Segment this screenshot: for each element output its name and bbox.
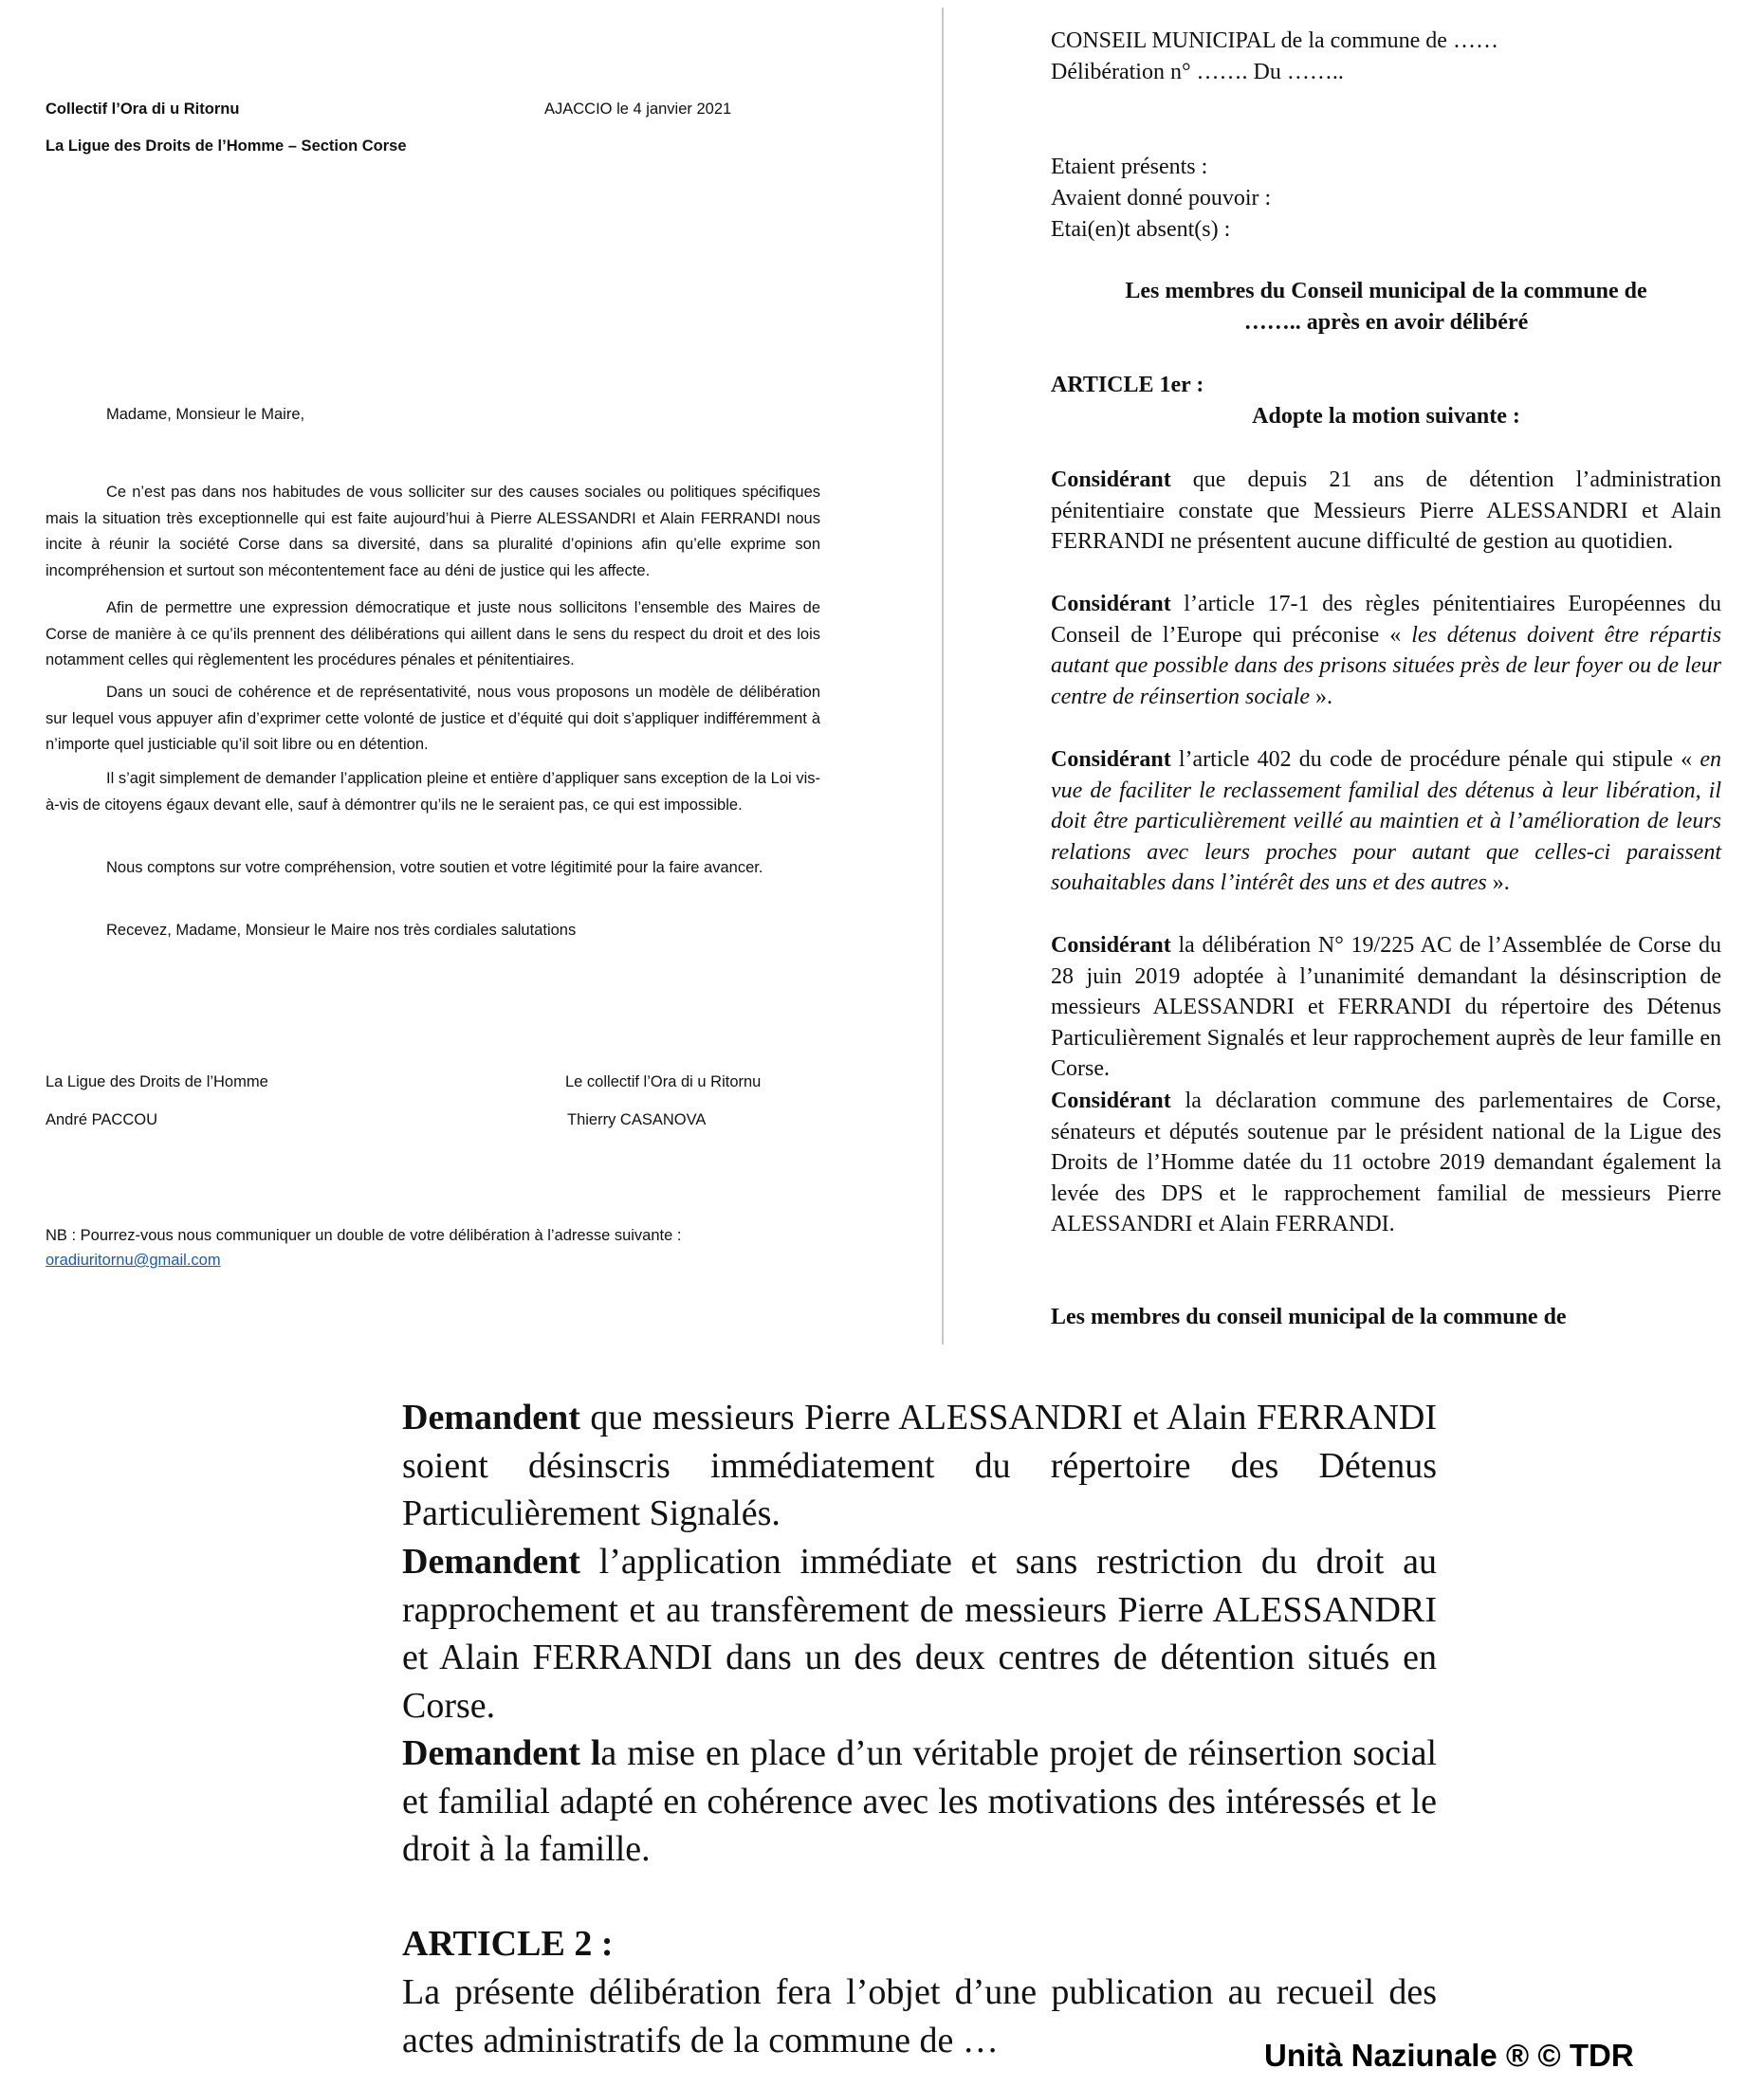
letter-paragraph-3: Dans un souci de cohérence et de représentativité, nous vous proposons un modèle de délibération sur lequel vous appuyer afin d’exprimer cette volonté de justice et d’équité qui doit s’appliquer indifféremment à n’importe quel justiciable qu’il soit libre ou en détention. bbox=[46, 684, 820, 753]
considerant-3: Considérant l’article 402 du code de procédure pénale qui stipule « en vue de faciliter le reclassement familial des détenus à leur libération, il doit être particulièrement veillé au maintien et à l’amélioration de leurs relations avec leurs proches pour autant que celles-ci paraissent souhaitables dans l’intérêt des uns et des autres ». bbox=[1051, 747, 1721, 896]
considerant-4: Considérant la délibération N° 19/225 AC de l’Assemblée de Corse du 28 juin 2019 adoptée à l’unanimité demandant la désinscription de messieurs ALESSANDRI et FERRANDI du répertoire des Détenus Particulièrement Signalés et leur rapprochement auprès de leur famille en Corse. bbox=[1051, 933, 1721, 1082]
demandent-1: Demandent que messieurs Pierre ALESSANDRI et Alain FERRANDI soient désinscris immédiatement du répertoire des Détenus Particulièrement Signalés. bbox=[402, 1398, 1437, 1533]
members-heading-1: Les membres du Conseil municipal de la commune de bbox=[1125, 279, 1647, 303]
members-heading-2: …….. après en avoir délibéré bbox=[1243, 310, 1529, 335]
deliberation-number: Délibération n° ……. Du …….. bbox=[1051, 60, 1344, 84]
signature-ligue-org: La Ligue des Droits de l’Homme bbox=[46, 1073, 268, 1090]
deliberation-model bbox=[948, 0, 1764, 1351]
considerant-2: Considérant l’article 17-1 des règles pénitentiaires Européennes du Conseil de l’Europe qui préconise « les détenus doivent être répartis autant que possible dans des prisons situées près de leur foyer ou de leur centre de réinsertion sociale ». bbox=[1051, 592, 1722, 709]
present-label: Etaient présents : bbox=[1051, 155, 1208, 179]
article-1-heading: ARTICLE 1er : bbox=[1051, 373, 1204, 397]
considerant-1: Considérant que depuis 21 ans de détention l’administration pénitentiaire constate que Messieurs Pierre ALESSANDRI et Alain FERRANDI ne présentent aucune difficulté de gestion au quotidien. bbox=[1051, 467, 1721, 555]
adopt-motion: Adopte la motion suivante : bbox=[1252, 404, 1520, 429]
letter-paragraph-6: Recevez, Madame, Monsieur le Maire nos très cordiales salutations bbox=[106, 922, 577, 939]
sender-ligue: La Ligue des Droits de l’Homme – Section Corse bbox=[46, 137, 407, 155]
article-2-text: La présente délibération fera l’objet d’une publication au recueil des actes administratifs de la commune de … bbox=[402, 1972, 1437, 2060]
contact-email-link[interactable]: oradiuritornu@gmail.com bbox=[46, 1252, 221, 1269]
article-2-heading: ARTICLE 2 : bbox=[402, 1924, 614, 1964]
deliberation-continuation bbox=[0, 1351, 1764, 2087]
demandent-2: Demandent l’application immédiate et sans restriction du droit au rapprochement et au transfèrement de messieurs Pierre ALESSANDRI et Alain FERRANDI dans un des deux centres de détention situés en Corse. bbox=[402, 1542, 1437, 1726]
letter-date: AJACCIO le 4 janvier 2021 bbox=[544, 101, 732, 118]
cover-letter bbox=[0, 0, 934, 1351]
nb-note: NB : Pourrez-vous nous communiquer un double de votre délibération à l’adresse suivante : bbox=[46, 1227, 682, 1244]
letter-paragraph-4: Il s’agit simplement de demander l’application pleine et entière d’appliquer sans exception de la Loi vis-à-vis de citoyens égaux devant elle, sauf à démontrer qu’ils ne le seraient pas, ce qui est impossible. bbox=[46, 770, 820, 814]
column-divider bbox=[942, 8, 944, 1345]
watermark: Unità Naziunale ® © TDR bbox=[1264, 2038, 1634, 2073]
letter-salutation: Madame, Monsieur le Maire, bbox=[106, 406, 305, 423]
signature-ligue-name: André PACCOU bbox=[46, 1111, 157, 1128]
absent-label: Etai(en)t absent(s) : bbox=[1051, 217, 1231, 242]
letter-paragraph-2: Afin de permettre une expression démocratique et juste nous sollicitons l’ensemble des Maires de Corse de manière à ce qu’ils prennent des délibérations qui aillent dans le sens du respect du droit et des lois notamment celles qui règlementent les procédures pénales et pénitentiaires. bbox=[46, 599, 820, 668]
council-header: CONSEIL MUNICIPAL de la commune de …… bbox=[1051, 28, 1498, 53]
letter-paragraph-5: Nous comptons sur votre compréhension, votre soutien et votre légitimité pour la faire avancer. bbox=[106, 859, 763, 876]
members-footer: Les membres du conseil municipal de la commune de bbox=[1051, 1305, 1567, 1329]
signature-collectif-org: Le collectif l’Ora di u Ritornu bbox=[565, 1073, 762, 1090]
considerant-5: Considérant la déclaration commune des parlementaires de Corse, sénateurs et députés soutenue par le président national de la Ligue des Droits de l’Homme datée du 11 octobre 2019 demandant également la levée des DPS et le rapprochement familial de messieurs Pierre ALESSANDRI et Alain FERRANDI. bbox=[1051, 1089, 1722, 1237]
signature-collectif-name: Thierry CASANOVA bbox=[567, 1111, 707, 1128]
demandent-3: Demandent la mise en place d’un véritable projet de réinsertion social et familial adapté en cohérence avec les motivations des intéressés et le droit à la famille. bbox=[402, 1733, 1437, 1869]
proxy-label: Avaient donné pouvoir : bbox=[1051, 186, 1272, 211]
sender-collectif: Collectif l’Ora di u Ritornu bbox=[46, 101, 240, 118]
letter-paragraph-1: Ce n’est pas dans nos habitudes de vous solliciter sur des causes sociales ou politiques spécifiques mais la situation très exceptionnelle qui est faite aujourd’hui à Pierre ALESSANDRI et Alain FERRANDI nous incite à réunir la société Corse dans sa diversité, dans sa pluralité d’opinions afin qu’elle exprime son incompréhension et surtout son mécontentement face au déni de justice qui les affecte. bbox=[46, 484, 820, 579]
